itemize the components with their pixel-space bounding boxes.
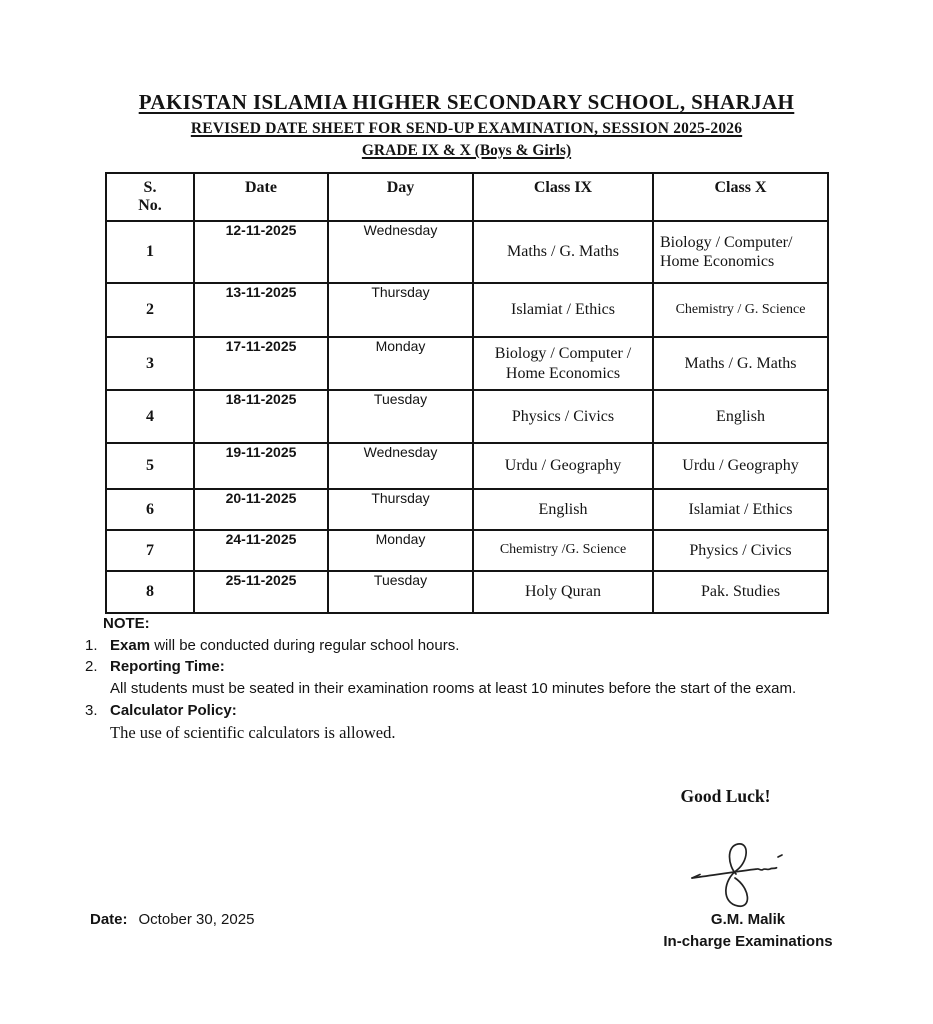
- class-x-cell: English: [653, 390, 828, 443]
- day-cell: Monday: [328, 337, 473, 390]
- sno-cell: 2: [106, 283, 194, 337]
- issue-date-line: [90, 911, 254, 928]
- table-row: [106, 571, 828, 613]
- table-row: [106, 221, 828, 283]
- class-ix-cell: Maths / G. Maths: [473, 221, 653, 283]
- grade-line: GRADE IX & X (Boys & Girls): [361, 142, 572, 159]
- table-row: [106, 489, 828, 530]
- day-cell: Thursday: [328, 283, 473, 337]
- class-x-cell: Urdu / Geography: [653, 443, 828, 489]
- date-cell: 24-11-2025: [194, 530, 328, 571]
- sno-cell: 5: [106, 443, 194, 489]
- note-item-2: [85, 656, 860, 678]
- class-ix-cell: Chemistry /G. Science: [473, 530, 653, 571]
- signatory-title: In-charge Examinations: [663, 933, 833, 950]
- date-cell: 17-11-2025: [194, 337, 328, 390]
- date-cell: 20-11-2025: [194, 489, 328, 530]
- class-x-cell: Physics / Civics: [653, 530, 828, 571]
- date-value: October 30, 2025: [138, 911, 255, 928]
- school-title: PAKISTAN ISLAMIA HIGHER SECONDARY SCHOOL, SHARJAH: [138, 90, 795, 114]
- table-header-row: [106, 173, 828, 221]
- class-ix-cell: Biology / Computer / Home Economics: [473, 337, 653, 390]
- class-ix-cell: English: [473, 489, 653, 530]
- class-x-cell: Pak. Studies: [653, 571, 828, 613]
- note-number: 3.: [85, 702, 98, 719]
- day-cell: Monday: [328, 530, 473, 571]
- class-ix-cell: Islamiat / Ethics: [473, 283, 653, 337]
- signatory-name: G.M. Malik: [710, 911, 786, 928]
- day-cell: Wednesday: [328, 221, 473, 283]
- table-row: [106, 443, 828, 489]
- sno-cell: 1: [106, 221, 194, 283]
- sno-cell: 7: [106, 530, 194, 571]
- signature-mark: [686, 832, 784, 917]
- day-cell: Wednesday: [328, 443, 473, 489]
- sno-cell: 4: [106, 390, 194, 443]
- date-label: Date:: [90, 911, 128, 928]
- class-ix-cell: Holy Quran: [473, 571, 653, 613]
- table-row: [106, 530, 828, 571]
- table-row: [106, 337, 828, 390]
- class-x-cell: Chemistry / G. Science: [653, 283, 828, 337]
- note-number: 2.: [85, 658, 98, 675]
- header-class-ix: Class IX: [473, 173, 653, 221]
- class-ix-cell: Physics / Civics: [473, 390, 653, 443]
- date-cell: 25-11-2025: [194, 571, 328, 613]
- note-number: 1.: [85, 636, 98, 654]
- header-date: Date: [194, 173, 328, 221]
- day-cell: Thursday: [328, 489, 473, 530]
- header-class-x: Class X: [653, 173, 828, 221]
- class-ix-cell: Urdu / Geography: [473, 443, 653, 489]
- header-sno: S. No.: [106, 173, 194, 221]
- signatory-block: [643, 909, 853, 953]
- good-luck-text: Good Luck!: [680, 786, 771, 806]
- table-row: [106, 390, 828, 443]
- class-x-cell: Islamiat / Ethics: [653, 489, 828, 530]
- sno-cell: 6: [106, 489, 194, 530]
- note-text: Exam will be conducted during regular school hours.: [110, 636, 460, 654]
- date-cell: 18-11-2025: [194, 390, 328, 443]
- note-heading: Calculator Policy:: [110, 702, 237, 719]
- note-heading: Reporting Time:: [110, 658, 225, 675]
- day-cell: Tuesday: [328, 571, 473, 613]
- note-body: The use of scientific calculators is allowed.: [110, 722, 396, 742]
- note-label: NOTE:: [103, 615, 150, 632]
- note-body: All students must be seated in their examination rooms at least 10 minutes before the start of the exam.: [110, 679, 797, 697]
- note-item-3: [85, 700, 860, 722]
- signature-icon: [686, 832, 784, 912]
- header-day: Day: [328, 173, 473, 221]
- sno-cell: 8: [106, 571, 194, 613]
- note-item-1: [85, 635, 860, 657]
- sno-cell: 3: [106, 337, 194, 390]
- date-cell: 12-11-2025: [194, 221, 328, 283]
- table-row: [106, 283, 828, 337]
- exam-schedule-table: [105, 172, 829, 614]
- datesheet-subtitle: REVISED DATE SHEET FOR SEND-UP EXAMINATION, SESSION 2025-2026: [190, 120, 743, 137]
- document-header: [0, 90, 933, 160]
- class-x-cell: Maths / G. Maths: [653, 337, 828, 390]
- class-x-cell: Biology / Computer/ Home Economics: [653, 221, 828, 283]
- date-cell: 13-11-2025: [194, 283, 328, 337]
- notes-section: [85, 613, 860, 744]
- day-cell: Tuesday: [328, 390, 473, 443]
- date-cell: 19-11-2025: [194, 443, 328, 489]
